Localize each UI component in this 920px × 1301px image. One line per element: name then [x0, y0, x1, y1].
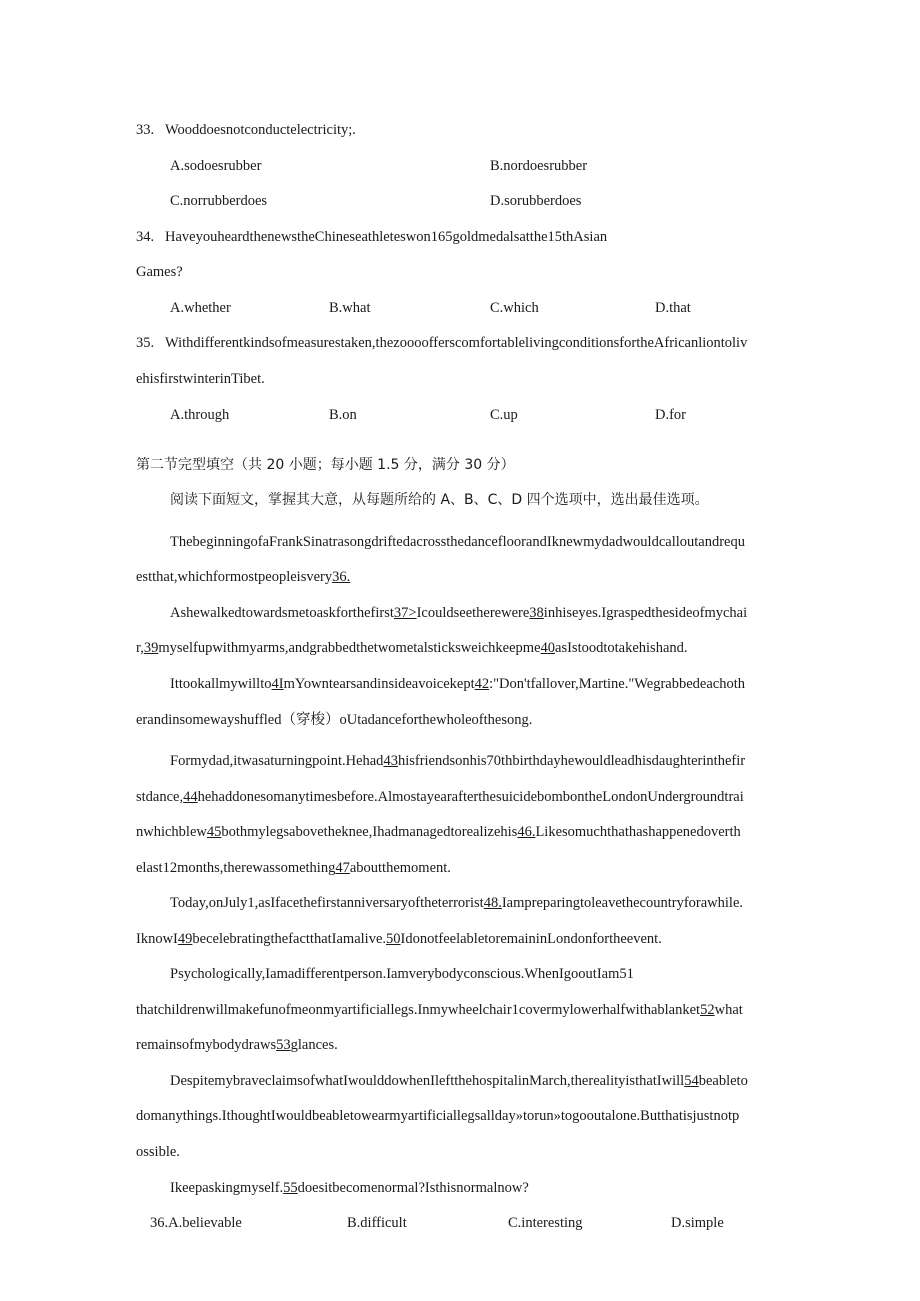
blank-52: 52 [700, 1002, 715, 1018]
blank-49: 49 [177, 931, 193, 947]
q33-option-c: C.norrubberdoes [170, 193, 268, 209]
question-35-stem: 35. Withdifferentkindsofmeasurestaken,thezoooofferscomfortablelivingconditionsfortheAfricanliontoliv [136, 335, 748, 351]
passage-line: estthat,whichformostpeopleisvery36. [136, 569, 351, 585]
section-instruction: 阅读下面短文，掌握其大意，从每题所给的 A、B、C、D 四个选项中，选出最佳选项。 [170, 492, 709, 508]
blank-47: 47 [335, 860, 350, 876]
passage-line: erandinsomewayshuffled（穿梭）oUtadanceforthewholeofthesong. [136, 712, 533, 728]
blank-54: 54 [684, 1073, 699, 1089]
passage-line: ossible. [136, 1144, 180, 1160]
q33-option-a: A.sodoesrubber [170, 158, 262, 174]
passage-line: IknowI49becelebratingthefactthatIamalive.50IdonotfeelabletoremaininLondonfortheevent. [136, 931, 662, 947]
blank-43: 43 [383, 753, 398, 769]
q34-option-d: D.that [655, 300, 691, 316]
passage-line: elast12months,therewassomething47aboutthemoment. [136, 860, 451, 876]
passage-line: Ikeepaskingmyself.55doesitbecomenormal?Isthisnormalnow? [170, 1180, 529, 1196]
passage-line: thatchildrenwillmakefunofmeonmyartificiallegs.Inmywheelchair1covermylowerhalfwithablanket52what [136, 1002, 743, 1018]
q36-option-d: D.simple [671, 1215, 724, 1231]
passage-line: Formydad,itwasaturningpoint.Hehad43hisfriendsonhis70thbirthdayhewouldleadhisdaughterinthefir [170, 753, 746, 769]
question-33-stem: 33. Wooddoesnotconductelectricity;. [136, 122, 356, 138]
q33-option-d: D.sorubberdoes [490, 193, 582, 209]
blank-38: 38 [529, 605, 544, 621]
passage-line: Ittookallmywillto4ImYowntearsandinsideavoicekept42:"Don'tfallover,Martine."Wegrabbedeachoth [170, 676, 745, 692]
passage-line: Today,onJuly1,asIfacethefirstanniversaryoftheterrorist48.Iampreparingtoleavethecountryforawhile. [170, 895, 743, 911]
blank-45: 45 [206, 824, 222, 840]
q34-option-b: B.what [329, 300, 371, 316]
blank-55: 55 [283, 1180, 298, 1196]
q36-option-c: C.interesting [508, 1215, 583, 1231]
q34-option-a: A.whether [170, 300, 231, 316]
blank-46: 46. [517, 824, 536, 840]
blank-53: 53 [276, 1037, 291, 1053]
blank-50: 50 [386, 931, 401, 947]
blank-37: 37> [393, 605, 417, 621]
passage-line: domanythings.IthoughtIwouldbeabletowearmyartificiallegsallday»torun»togooutalone.Butthatisjustnotp [136, 1108, 740, 1124]
passage-line: r,39myselfupwithmyarms,andgrabbedthetwometalsticksweichkeepme40asIstoodtotakehishand. [136, 640, 688, 656]
q33-option-b: B.nordoesrubber [490, 158, 588, 174]
passage-line: Psychologically,Iamadifferentperson.Iamverybodyconscious.WhenIgooutIam51 [170, 966, 634, 982]
passage-line: DespitemybraveclaimsofwhatIwoulddowhenIleftthehospitalinMarch,therealityisthatIwill54beableto [170, 1073, 748, 1089]
blank-40: 40 [540, 640, 556, 656]
passage-line: Ashewalkedtowardsmetoaskforthefirst37>Icouldseetherewere38inhiseyes.Igraspedthesideofmychai [170, 605, 748, 621]
q36-option-a: 36.A.believable [150, 1215, 242, 1231]
blank-36: 36. [332, 569, 351, 585]
passage-line: stdance,44hehaddonesomanytimesbefore.AlmostayearafterthesuicidebombontheLondonUndergroundtrai [136, 789, 744, 805]
q35-option-d: D.for [655, 407, 687, 423]
blank-44: 44 [183, 789, 198, 805]
q34-option-c: C.which [490, 300, 539, 316]
blank-48: 48. [483, 895, 502, 911]
blank-41: 4I [271, 676, 284, 692]
q36-option-b: B.difficult [347, 1215, 407, 1231]
section-heading: 第二节完型填空（共 20 小题；每小题 1.5 分，满分 30 分） [136, 457, 515, 473]
q35-option-c: C.up [490, 407, 518, 423]
blank-42: 42 [474, 676, 490, 692]
passage-line: remainsofmybodydraws53glances. [136, 1037, 338, 1053]
passage-line: nwhichblew45bothmylegsabovetheknee,Ihadmanagedtorealizehis46.Likesomuchthathashappenedoverth [136, 824, 741, 840]
passage-line: ThebeginningofaFrankSinatrasongdriftedacrossthedancefloorandIknewmydadwouldcalloutandrequ [170, 534, 745, 550]
question-34-stem: 34. HaveyouheardthenewstheChineseathleteswon165goldmedalsatthe15thAsian [136, 229, 608, 245]
q35-option-b: B.on [329, 407, 357, 423]
question-34-stem-cont: Games? [136, 264, 183, 280]
question-35-stem-cont: ehisfirstwinterinTibet. [136, 371, 265, 387]
q35-option-a: A.through [170, 407, 230, 423]
blank-39: 39 [143, 640, 159, 656]
